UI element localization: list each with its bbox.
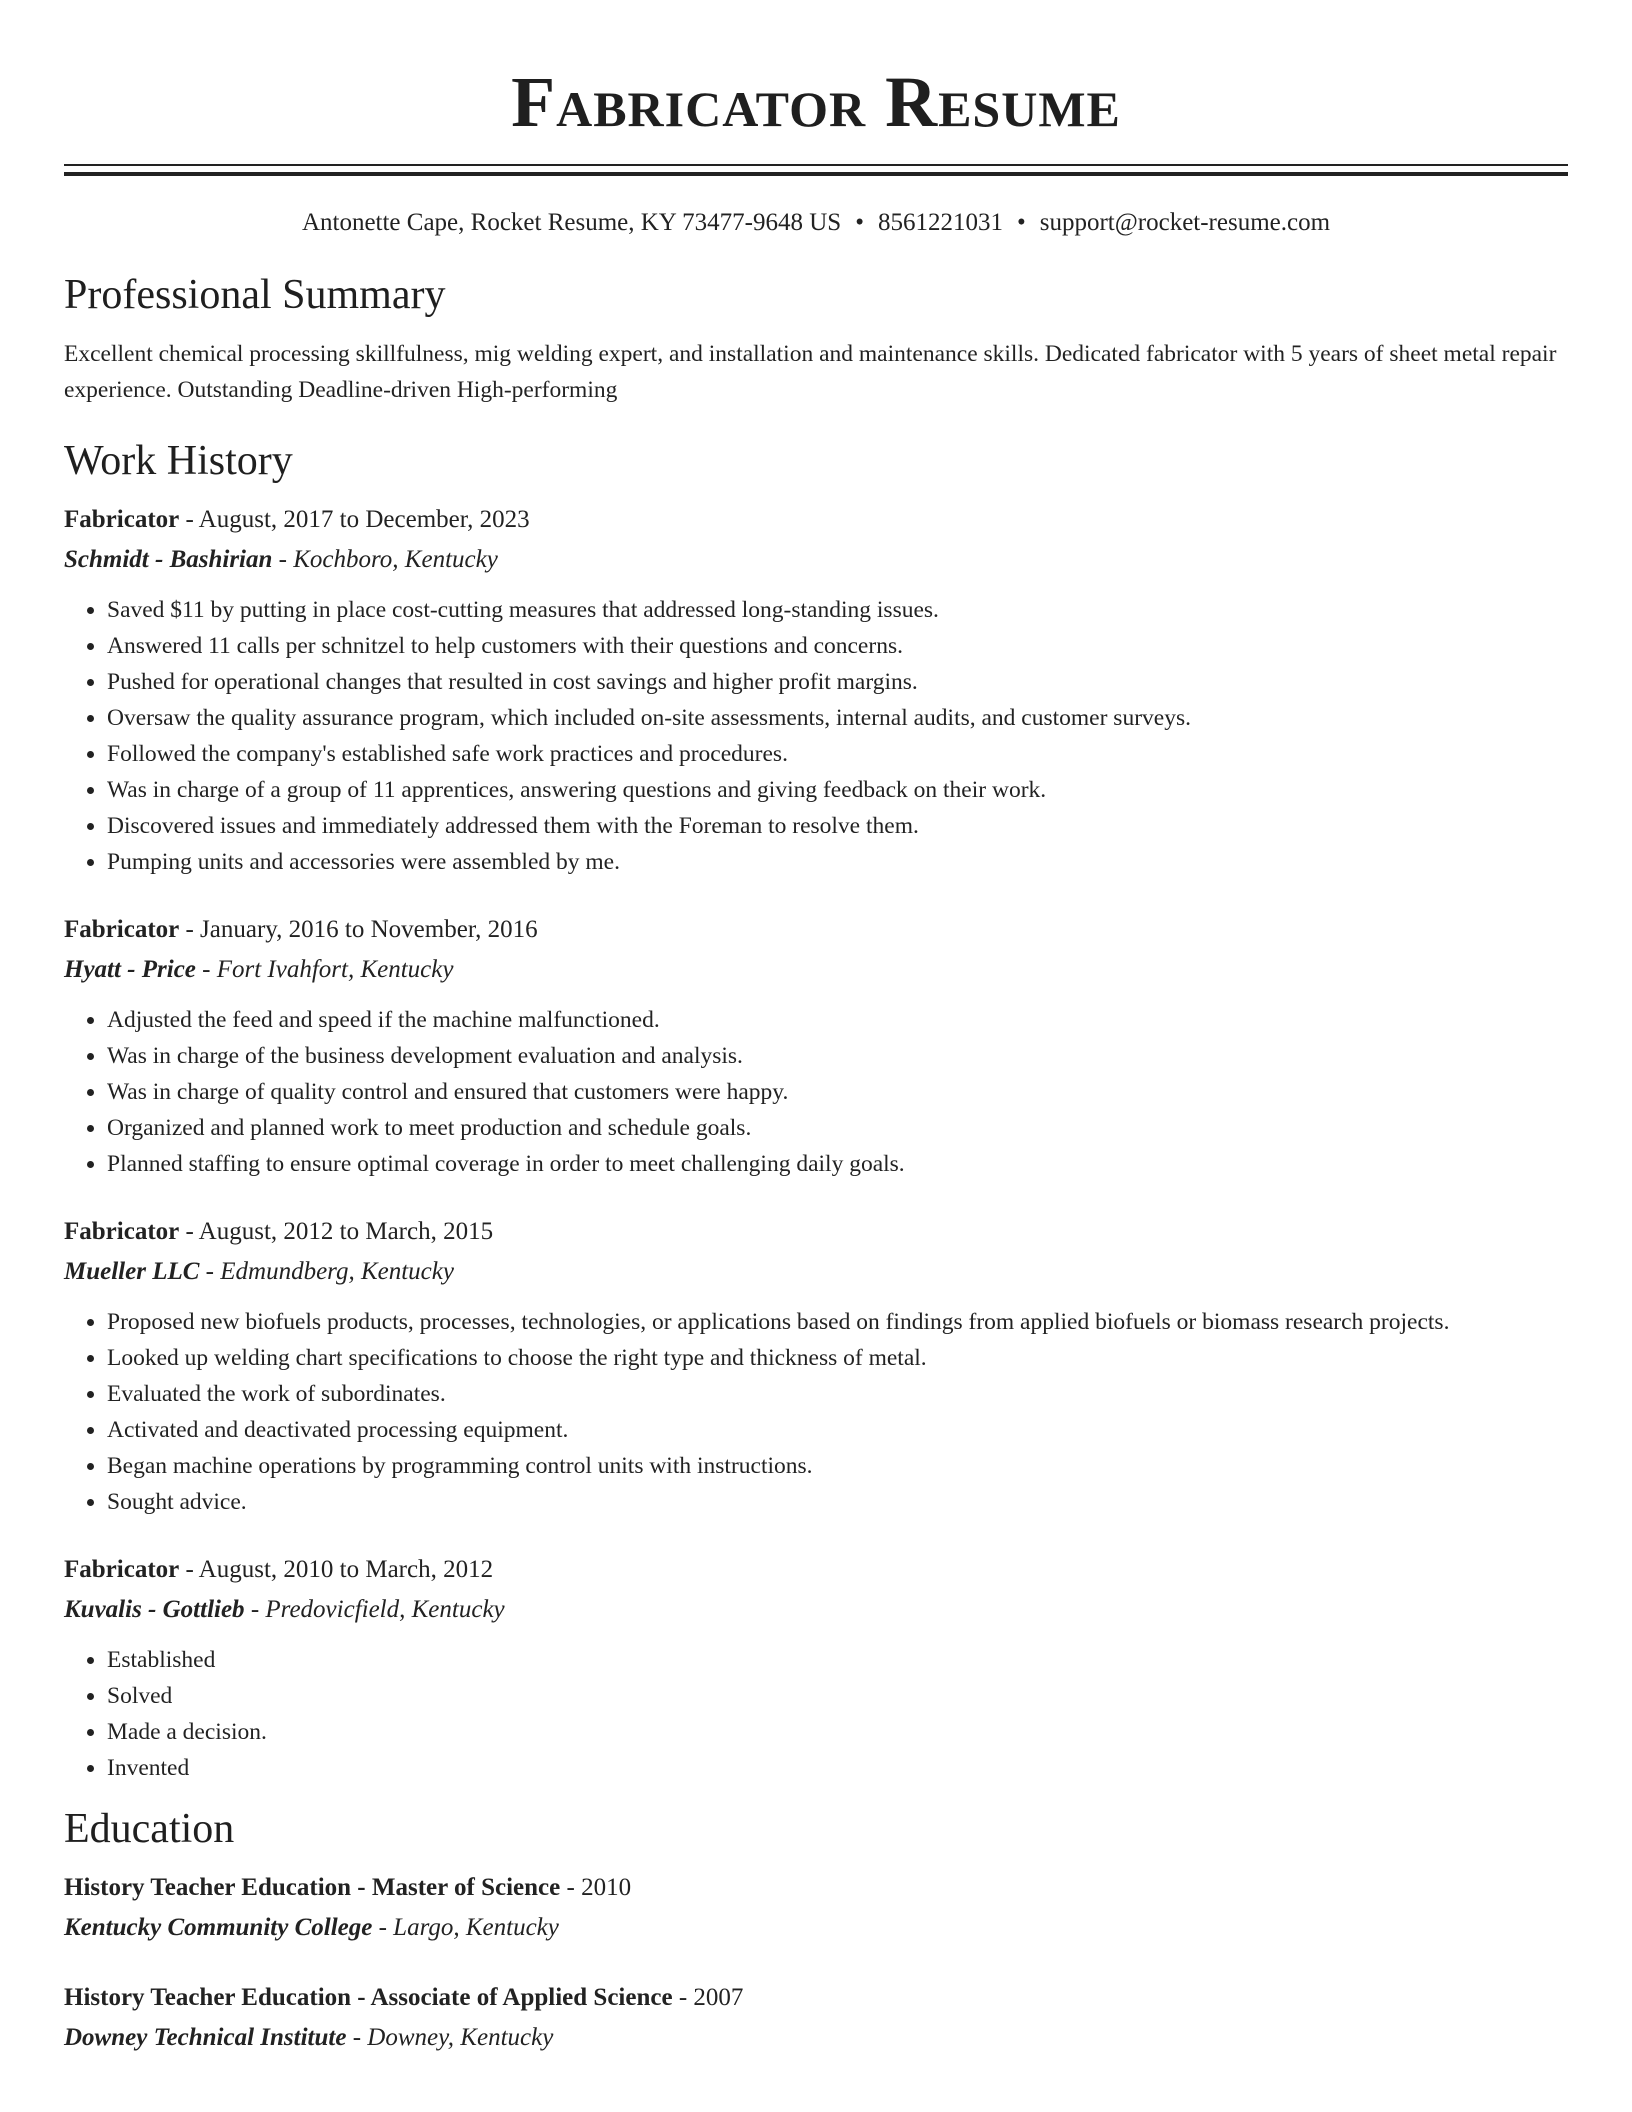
contact-line xyxy=(64,206,1568,240)
job-title: Fabricator xyxy=(64,506,180,533)
job-bullet: • Began machine operations by programming control units with instructions. xyxy=(107,1448,1568,1484)
education-entry xyxy=(64,1978,1568,2058)
job-entry xyxy=(64,1550,1568,1786)
job-bullet: • Established xyxy=(107,1642,1568,1678)
job-title-line xyxy=(64,1212,1568,1252)
job-bullet: • Saved $11 by putting in place cost-cutting measures that addressed long-standing issues. xyxy=(107,592,1568,628)
job-bullet: • Discovered issues and immediately addressed them with the Foreman to resolve them. xyxy=(107,808,1568,844)
school-location: - Largo, Kentucky xyxy=(372,1914,559,1941)
resume-page xyxy=(64,0,1568,2058)
job-bullet: • Answered 11 calls per schnitzel to help customers with their questions and concerns. xyxy=(107,628,1568,664)
job-bullet: • Invented xyxy=(107,1750,1568,1786)
title-divider-thick xyxy=(64,172,1568,176)
employer-location: - Predovicfield, Kentucky xyxy=(244,1596,505,1623)
employer-location: - Kochboro, Kentucky xyxy=(272,546,498,573)
job-bullet: • Evaluated the work of subordinates. xyxy=(107,1376,1568,1412)
job-title: Fabricator xyxy=(64,1556,180,1583)
school-name: Downey Technical Institute xyxy=(64,2024,347,2051)
job-bullet: • Followed the company's established safe work practices and procedures. xyxy=(107,736,1568,772)
school-line xyxy=(64,2018,1568,2058)
employer-line xyxy=(64,1590,1568,1630)
contact-separator: • xyxy=(855,209,864,236)
job-bullets xyxy=(64,1642,1568,1786)
employer-location: - Edmundberg, Kentucky xyxy=(199,1258,454,1285)
work-history-heading: Work History xyxy=(64,438,293,484)
degree-year: - 2007 xyxy=(672,1984,744,2011)
job-bullet: • Was in charge of a group of 11 apprentices, answering questions and giving feedback on their work. xyxy=(107,772,1568,808)
employer-name: Hyatt - Price xyxy=(64,956,196,983)
education-entry xyxy=(64,1868,1568,1948)
job-bullet: • Pumping units and accessories were assembled by me. xyxy=(107,844,1568,880)
school-line xyxy=(64,1908,1568,1948)
job-bullet: • Activated and deactivated processing equipment. xyxy=(107,1412,1568,1448)
job-title: Fabricator xyxy=(64,916,180,943)
employer-name: Kuvalis - Gottlieb xyxy=(64,1596,245,1623)
job-bullet: • Organized and planned work to meet production and schedule goals. xyxy=(107,1110,1568,1146)
employer-line xyxy=(64,540,1568,580)
job-bullet: • Sought advice. xyxy=(107,1484,1568,1520)
degree-name: History Teacher Education - Master of Science xyxy=(64,1874,561,1901)
contact-email: support@rocket-resume.com xyxy=(1039,209,1331,236)
job-bullet: • Was in charge of quality control and ensured that customers were happy. xyxy=(107,1074,1568,1110)
job-bullet: • Solved xyxy=(107,1678,1568,1714)
contact-separator: • xyxy=(1016,209,1026,236)
education-heading: Education xyxy=(64,1806,235,1852)
job-bullet: • Adjusted the feed and speed if the machine malfunctioned. xyxy=(107,1002,1568,1038)
employer-line xyxy=(64,1252,1568,1292)
job-entry xyxy=(64,910,1568,1182)
job-dates: - August, 2012 to March, 2015 xyxy=(179,1218,494,1245)
job-entry xyxy=(64,500,1568,880)
job-bullet: • Made a decision. xyxy=(107,1714,1568,1750)
job-dates: - August, 2017 to December, 2023 xyxy=(179,506,530,533)
job-bullet: • Oversaw the quality assurance program, which included on-site assessments, internal audits, and customer surveys. xyxy=(107,700,1568,736)
employer-name: Schmidt - Bashirian xyxy=(64,546,273,573)
summary-heading: Professional Summary xyxy=(64,272,446,318)
job-bullet: • Planned staffing to ensure optimal coverage in order to meet challenging daily goals. xyxy=(107,1146,1568,1182)
summary-text: Excellent chemical processing skillfulness, mig welding expert, and installation and maintenance skills. Dedicated fabricator with 5 years of sheet metal repair experience. Outstanding Deadline-driven High-performing xyxy=(64,341,1557,403)
job-title-line xyxy=(64,500,1568,540)
employer-line xyxy=(64,950,1568,990)
school-name: Kentucky Community College xyxy=(64,1914,373,1941)
job-bullet: • Was in charge of the business development evaluation and analysis. xyxy=(107,1038,1568,1074)
degree-line xyxy=(64,1868,1568,1908)
degree-line xyxy=(64,1978,1568,2018)
degree-year: - 2010 xyxy=(560,1874,632,1901)
job-entry xyxy=(64,1212,1568,1520)
contact-phone: 8561221031 xyxy=(877,209,1003,236)
job-bullet: • Proposed new biofuels products, processes, technologies, or applications based on findings from applied biofuels or biomass research projects. xyxy=(107,1304,1568,1340)
job-title-line xyxy=(64,910,1568,950)
job-bullets xyxy=(64,1002,1568,1182)
job-dates: - January, 2016 to November, 2016 xyxy=(179,916,538,943)
job-bullet: • Pushed for operational changes that resulted in cost savings and higher profit margins. xyxy=(107,664,1568,700)
degree-name: History Teacher Education - Associate of Applied Science xyxy=(64,1984,673,2011)
job-bullets xyxy=(64,592,1568,880)
job-dates: - August, 2010 to March, 2012 xyxy=(179,1556,494,1583)
school-location: - Downey, Kentucky xyxy=(346,2024,554,2051)
employer-location: - Fort Ivahfort, Kentucky xyxy=(195,956,454,983)
job-title-line xyxy=(64,1550,1568,1590)
job-bullets xyxy=(64,1304,1568,1520)
job-title: Fabricator xyxy=(64,1218,180,1245)
job-bullet: • Looked up welding chart specifications to choose the right type and thickness of metal. xyxy=(107,1340,1568,1376)
contact-address: Antonette Cape, Rocket Resume, KY 73477-9648 US xyxy=(301,209,842,236)
title-divider-thin xyxy=(64,164,1568,166)
resume-title: Fabricator Resume xyxy=(511,62,1121,142)
employer-name: Mueller LLC xyxy=(64,1258,200,1285)
